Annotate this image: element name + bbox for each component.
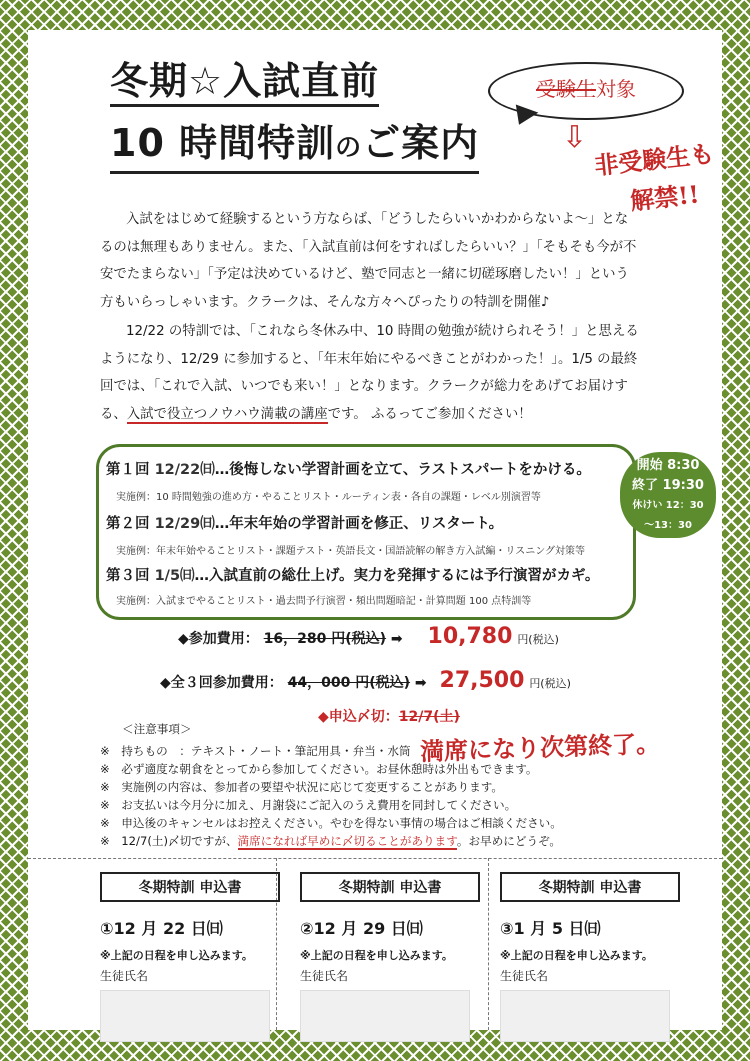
session-date: 12/22㈰ [154, 462, 215, 478]
fee-single-tax: 円(税込) [517, 633, 559, 646]
notes-item: ※ 実施例の内容は、参加者の要望や状況に応じて変更することがあります。 [100, 780, 503, 794]
notes-item-last [100, 832, 640, 850]
title-line2-b: の [335, 133, 363, 163]
hand-arrow-icon: ⇩ [562, 120, 588, 155]
form-date: ①12 月 22 日㈰ [100, 919, 223, 938]
fee-single [178, 624, 559, 649]
notes-item: ※ 持ちもの ：テキスト・ノート・筆記用具・弁当・水筒 [100, 744, 411, 758]
form-date: ③1 月 5 日㈰ [500, 919, 601, 938]
handnote-line1: 非受験生も [593, 138, 716, 181]
title-line2-a: 10 時間特訓 [110, 121, 336, 165]
fee-single-old: 16，280 円(税込) [263, 631, 387, 647]
session-2-example: 実施例：年末年始やることリスト・課題テスト・英語長文・国語読解の解き方入試編・リスニング対策等 [116, 546, 585, 557]
fee-all-label: ◆全３回参加費用： [160, 675, 283, 691]
schedule-start: 開始 8:30 [636, 458, 700, 473]
student-name-field[interactable] [100, 990, 270, 1042]
session-2 [106, 512, 503, 533]
intro-paragraph-1: 入試をはじめて経験するという方ならば、「どうしたらいいかわからないよ〜」となるのは無理もありません。また、「入試直前は何をすればしたらいい？」「そもそも今が不安でたまらない」「予定は決めているけど、塾で同志と一緒に切磋琢磨したい！」という方もいらっしゃいます。クラークは、そんな方々へぴったりの特訓を開催♪ [100, 212, 637, 310]
session-3-example: 実施例：入試までやることリスト・過去問予行演習・頻出問題暗記・計算問題 100 点特訓等 [116, 596, 532, 607]
form-student-label: 生徒氏名 [100, 969, 149, 983]
application-form-1 [100, 872, 280, 1042]
schedule-end: 終了 19:30 [632, 478, 704, 493]
session-label: 第３回 [106, 568, 150, 584]
notes-last-a: ※ 12/7(土)〆切ですが、 [100, 834, 238, 848]
session-date: 1/5㈰ [154, 568, 195, 584]
form-header: 冬期特訓 申込書 [300, 872, 480, 902]
fee-all-new: 27,500 [439, 668, 525, 693]
bubble-text: 対象 [596, 77, 636, 101]
deadline-label: ◆申込〆切： [318, 709, 399, 725]
session-text: …後悔しない学習計画を立て、ラストスパートをかける。 [214, 462, 591, 478]
form-note: ※上記の日程を申し込みます。 [300, 949, 453, 962]
fee-all [160, 668, 571, 693]
notes-item: ※ お支払いは今月分に加え、月謝袋にご記入のうえ費用を同封してください。 [100, 798, 517, 812]
form-date: ②12 月 29 日㈰ [300, 919, 423, 938]
session-label: 第２回 [106, 516, 150, 532]
bubble-struck: 受験生 [536, 77, 596, 101]
intro-p2-underlined: 入試で役立つノウハウ満載の講座 [126, 406, 328, 422]
fee-single-new: 10,780 [427, 624, 513, 649]
cut-line [28, 858, 722, 859]
session-1-example: 実施例：10 時間勉強の進め方・やることリスト・ルーティン表・各自の課題・レベル別演習等 [116, 492, 541, 503]
intro-p2-b: です。 ふるってご参加ください！ [327, 406, 532, 422]
student-name-field[interactable] [500, 990, 670, 1042]
form-student-label: 生徒氏名 [300, 969, 349, 983]
deadline-old: 12/7(土) [398, 709, 460, 725]
schedule-badge [620, 452, 716, 538]
cut-line-vertical [488, 858, 489, 1030]
title-line1: 冬期☆入試直前 [110, 58, 379, 107]
form-note: ※上記の日程を申し込みます。 [100, 949, 253, 962]
session-date: 12/29㈰ [154, 516, 215, 532]
session-1 [106, 458, 591, 479]
fee-all-old: 44，000 円(税込) [287, 675, 411, 691]
session-text: …年末年始の学習計画を修正、リスタート。 [214, 516, 504, 532]
fee-single-label: ◆参加費用： [178, 631, 259, 647]
fee-arrow: ➡ [390, 631, 403, 647]
session-label: 第１回 [106, 462, 150, 478]
form-student-label: 生徒氏名 [500, 969, 549, 983]
intro-paragraph-2 [100, 318, 640, 428]
notes [100, 720, 640, 850]
application-form-2 [300, 872, 480, 1042]
deadline-handnote: 満席になり次第終了。 [419, 728, 661, 767]
handnote-line2: 解禁!! [628, 179, 701, 216]
form-note: ※上記の日程を申し込みます。 [500, 949, 653, 962]
intro-p2-a: 12/22 の特訓では、「これなら冬休み中、10 時間の勉強が続けられそう！」と思えるようになり、12/29 に参加すると、「年末年始にやるべきことがわかった！」。1/5 の最終回では、「これで入試、いつでも来い！」となります。クラークが総力をあげてお届けする、 [100, 324, 639, 422]
notes-item: ※ 申込後のキャンセルはお控えください。やむを得ない事情の場合はご相談ください。 [100, 816, 562, 830]
session-text: …入試直前の総仕上げ。実力を発揮するには予行演習がカギ。 [194, 568, 600, 584]
notes-item: ※ 必ず適度な朝食をとってから参加してください。お昼休憩時は外出もできます。 [100, 762, 538, 776]
fee-arrow: ➡ [414, 675, 427, 691]
schedule-break1: 休けい 12：30 [632, 500, 704, 511]
student-name-field[interactable] [300, 990, 470, 1042]
title-line2 [110, 120, 479, 174]
form-header: 冬期特訓 申込書 [500, 872, 680, 902]
form-header: 冬期特訓 申込書 [100, 872, 280, 902]
notes-head: ＜注意事項＞ [122, 722, 192, 736]
title-line2-c: ご案内 [362, 121, 480, 165]
fee-all-tax: 円(税込) [529, 677, 571, 690]
session-3 [106, 564, 599, 585]
notes-last-red: 満席になれば早めに〆切ることがあります [237, 834, 457, 848]
notes-last-b: 。お早めにどうぞ。 [456, 834, 562, 848]
application-form-3 [500, 872, 680, 1042]
schedule-break2: 〜13：30 [644, 520, 692, 531]
